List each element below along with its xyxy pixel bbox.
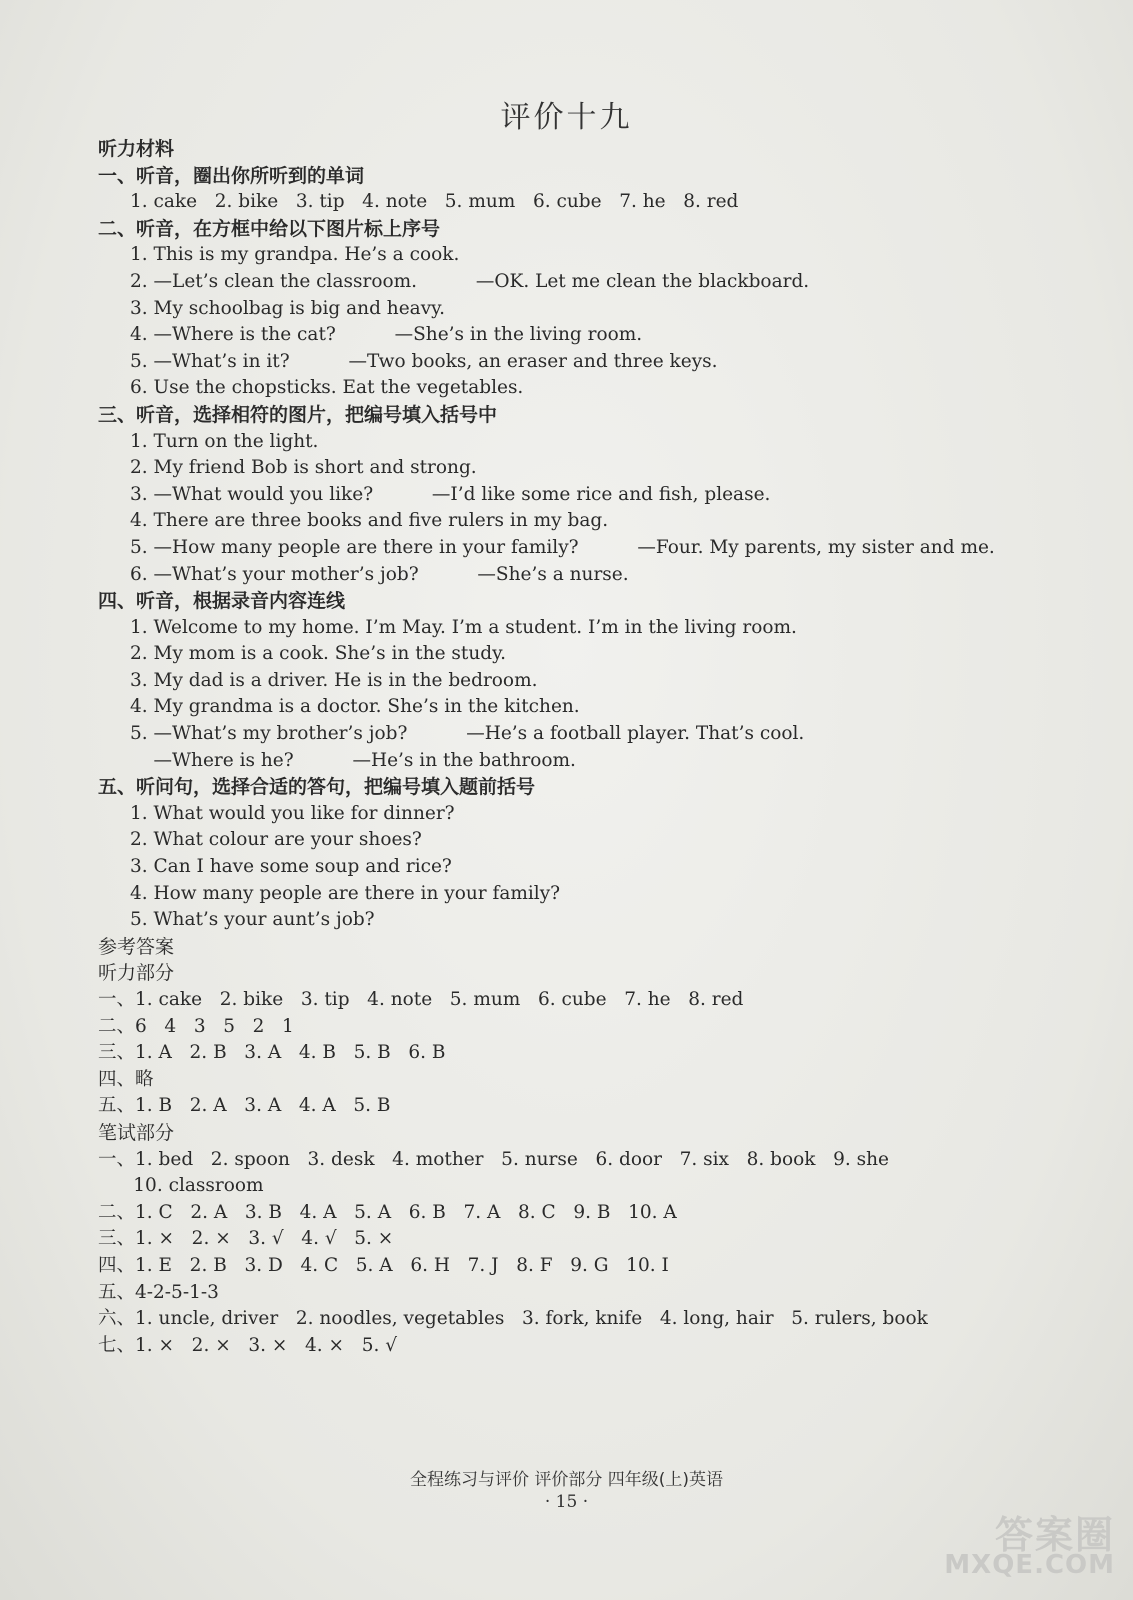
section-title: 四、听音，根据录音内容连线: [98, 590, 346, 613]
section-line: 2. My mom is a cook. She’s in the study.: [130, 643, 506, 665]
section-line: 4. —Where is the cat? —She’s in the living room.: [130, 324, 643, 346]
section-line: 4. My grandma is a doctor. She’s in the kitchen.: [130, 696, 580, 718]
answer-line: 三、1. × 2. × 3. √ 4. √ 5. ×: [98, 1228, 394, 1250]
section-line: 5. What’s your aunt’s job?: [130, 909, 375, 931]
section-line: 1. Turn on the light.: [130, 430, 319, 452]
section-line: 3. My schoolbag is big and heavy.: [130, 297, 446, 319]
section-line: 5. —What’s my brother’s job? —He’s a football player. That’s cool.: [130, 723, 805, 745]
answer-line: 二、6 4 3 5 2 1: [98, 1015, 294, 1037]
section-line: 3. Can I have some soup and rice?: [130, 856, 452, 878]
answer-line: 七、1. × 2. × 3. × 4. × 5. √: [98, 1334, 398, 1356]
section-line: 3. —What would you like? —I’d like some rice and fish, please.: [130, 483, 771, 505]
section-line: 4. There are three books and five rulers in my bag.: [130, 510, 609, 532]
answer-line: 三、1. A 2. B 3. A 4. B 5. B 6. B: [98, 1042, 446, 1064]
section-line: 6. —What’s your mother’s job? —She’s a nurse.: [130, 563, 629, 585]
written-answers-label: 笔试部分: [98, 1121, 175, 1144]
section-line: 1. This is my grandpa. He’s a cook.: [130, 244, 460, 266]
section-title: 二、听音，在方框中给以下图片标上序号: [98, 217, 441, 240]
answer-line: 五、4-2-5-1-3: [98, 1281, 219, 1303]
watermark-sub: MXQE.COM: [944, 1550, 1115, 1580]
page-footer: 全程练习与评价 评价部分 四年级(上)英语: [409, 1470, 724, 1490]
answer-line: 一、1. bed 2. spoon 3. desk 4. mother 5. nurse 6. door 7. six 8. book 9. she: [98, 1148, 890, 1170]
section-line: 2. My friend Bob is short and strong.: [130, 457, 477, 479]
section-title: 三、听音，选择相符的图片，把编号填入括号中: [98, 403, 498, 426]
section-line: 5. —How many people are there in your family? —Four. My parents, my sister and me.: [130, 536, 995, 558]
listening-heading: 听力材料: [98, 138, 175, 160]
section-line: 5. —What’s in it? —Two books, an eraser and three keys.: [130, 350, 718, 372]
watermark-logo: [925, 1504, 1115, 1582]
section-line: —Where is he? —He’s in the bathroom.: [130, 749, 576, 771]
answer-line: 10. classroom: [98, 1175, 264, 1197]
answer-line: 五、1. B 2. A 3. A 4. A 5. B: [98, 1095, 391, 1117]
answer-line: 一、1. cake 2. bike 3. tip 4. note 5. mum 6. cube 7. he 8. red: [98, 989, 744, 1010]
section-line: 1. Welcome to my home. I’m May. I’m a student. I’m in the living room.: [130, 616, 797, 638]
section-line: 1. cake 2. bike 3. tip 4. note 5. mum 6. cube 7. he 8. red: [130, 191, 739, 213]
content: [98, 136, 1028, 1359]
page-title: 评价十九: [500, 100, 633, 135]
watermark-main: 答案圈: [994, 1513, 1115, 1557]
section-line: 3. My dad is a driver. He is in the bedroom.: [130, 669, 538, 691]
answer-line: 四、1. E 2. B 3. D 4. C 5. A 6. H 7. J 8. F 9. G 10. I: [98, 1254, 669, 1276]
answer-line: 四、略: [98, 1068, 154, 1090]
section-title: 五、听问句，选择合适的答句，把编号填入题前括号: [98, 776, 536, 799]
answer-line: 二、1. C 2. A 3. B 4. A 5. A 6. B 7. A 8. C 9. B 10. A: [98, 1201, 677, 1223]
section-line: 6. Use the chopsticks. Eat the vegetables.: [130, 377, 524, 399]
answer-line: 六、1. uncle, driver 2. noodles, vegetables 3. fork, knife 4. long, hair 5. rulers, book: [98, 1308, 928, 1330]
listening-answers-label: 听力部分: [98, 962, 175, 985]
section-line: 2. What colour are your shoes?: [130, 829, 422, 851]
section-title: 一、听音，圈出你所听到的单词: [98, 164, 365, 187]
section-line: 2. —Let’s clean the classroom. —OK. Let me clean the blackboard.: [130, 270, 810, 292]
section-line: 1. What would you like for dinner?: [130, 802, 455, 824]
answers-heading: 参考答案: [98, 935, 175, 958]
section-line: 4. How many people are there in your family?: [130, 882, 561, 904]
page-number: · 15 ·: [544, 1492, 589, 1512]
